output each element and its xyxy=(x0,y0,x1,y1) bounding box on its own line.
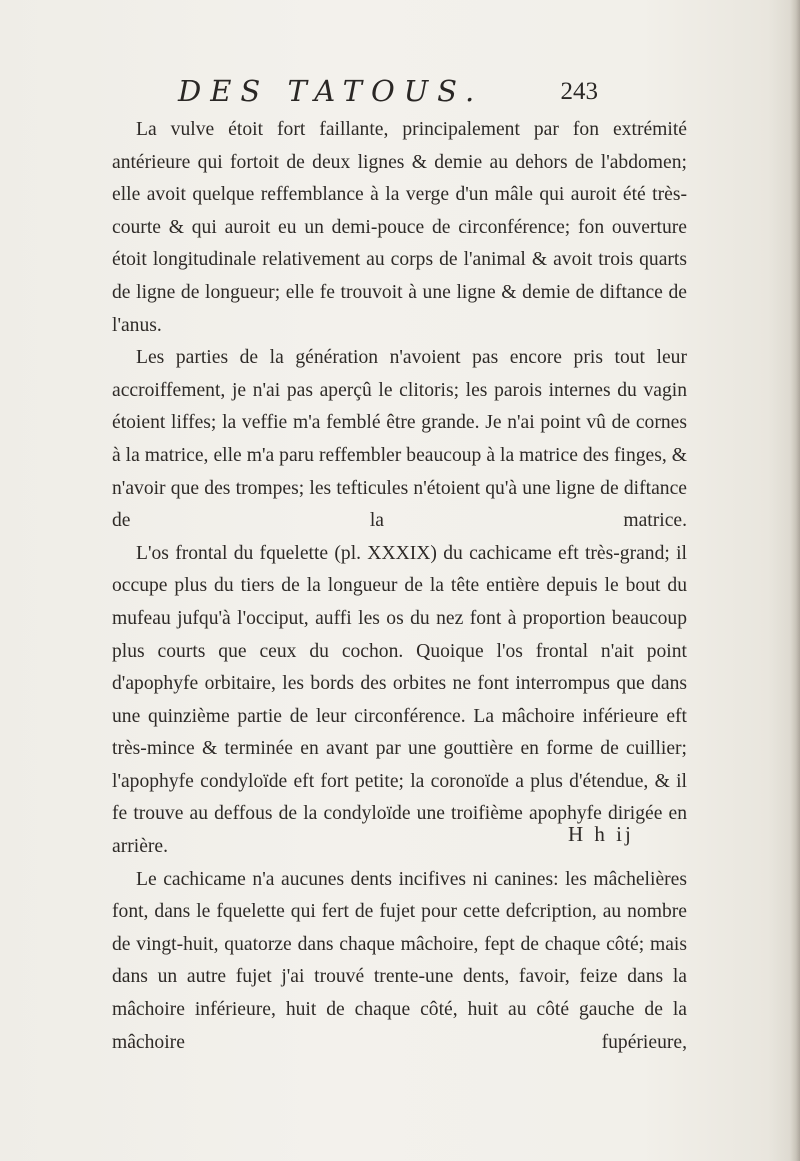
signature-mark: H h ij xyxy=(568,822,634,846)
paragraph-generation: Les parties de la génération n'avoient pas encore pris tout leur accroiffement, je n'ai pas aperçû le clitoris; les parois internes du vagin étoient liffes; la veffie m'a femblé être grande. Je n'ai point vû de cornes à la matrice, elle m'a paru reffembler beaucoup à la matrice des finges, & n'avoir que des trompes; les tefticules n'étoient qu'à une ligne de diftance de la matrice. xyxy=(112,347,687,532)
page-number: 243 xyxy=(560,78,598,105)
page-edge-shadow xyxy=(790,0,800,1161)
body-text xyxy=(112,114,687,1059)
paragraph-vulve: La vulve étoit fort faillante, principalement par fon extrémité antérieure qui fortoit de deux lignes & demie au dehors de l'abdomen; elle avoit quelque reffemblance à la verge d'un mâle qui auroit été très-courte & qui auroit eu un demi-pouce de circonférence; fon ouverture étoit longitudinale relativement au corps de l'animal & avoit trois quarts de ligne de longueur; elle fe trouvoit à une ligne & demie de diftance de l'anus. xyxy=(112,119,687,336)
paragraph-teeth: Le cachicame n'a aucunes dents incifives ni canines: les mâchelières font, dans le fquelette qui fert de fujet pour cette defcription, au nombre de vingt-huit, quatorze dans chaque mâchoire, fept de chaque côté; mais dans un autre fujet j'ai trouvé trente-une dents, favoir, feize dans la mâchoire inférieure, huit de chaque côté, huit au côté gauche de la mâchoire fupérieure, xyxy=(112,868,687,1053)
running-title: DES TATOUS. xyxy=(178,74,484,108)
page-header xyxy=(178,74,598,114)
paragraph-frontal-bone: L'os frontal du fquelette (pl. XXXIX) du cachicame eft très-grand; il occupe plus du tiers de la longueur de la tête entière depuis le bout du mufeau jufqu'à l'occiput, auffi les os du nez font à proportion beaucoup plus courts que ceux du cochon. Quoique l'os frontal n'ait point d'apophyfe orbitaire, les bords des orbites ne font interrompus que dans une quinzième partie de leur circonférence. La mâchoire inférieure eft très-mince & terminée en avant par une gouttière en forme de cuillier; l'apophyfe condyloïde eft fort petite; la coronoïde a plus d'étendue, & il fe trouve au deffous de la condyloïde une troifième apophyfe dirigée en arrière. xyxy=(112,542,687,858)
